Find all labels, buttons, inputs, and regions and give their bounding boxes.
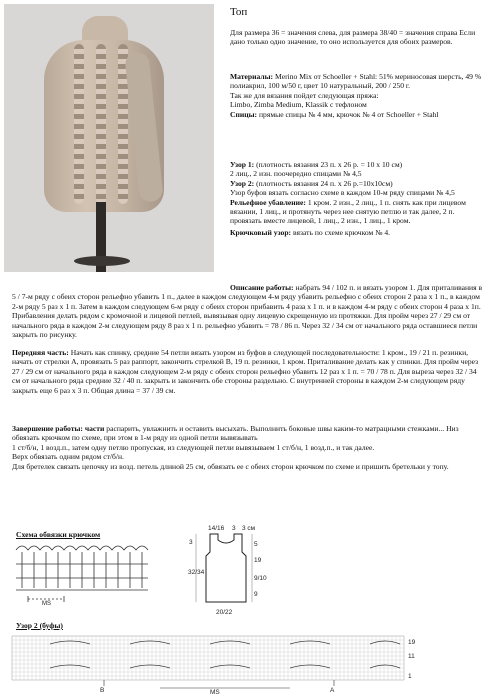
dim-right-b: 9/10 xyxy=(254,575,267,582)
crochet-ms-label: MS xyxy=(42,601,51,606)
cable-stripe xyxy=(74,44,84,204)
pattern1-gauge: (плотность вязания 23 п. х 26 р. = 10 х 10 см) xyxy=(256,160,403,169)
garment-schematic xyxy=(188,522,268,622)
mannequin-base xyxy=(74,256,130,266)
front-text: Начать как спинку, средние 54 петли вязать узором из буфов в следующей последовательности: 1 кром., 19 / 21 п. резинки, начать от стрелки А, провязать 5 раз раппорт, закончить стрелкой В, 19 п. резинки, 1 кром. Приталивание делать как у спинки. Для пройм через 27 / 29 см от начального ряда в каждом следующем 2-м ряду с обеих сторон рельефно убавить 12 раз х 1 п. = 70 / 78 п. Для выреза через 32 / 34 см от начального ряда средние 32 / 40 п. закрыть и закончить обе стороны раздельно. С внутренней стороны в каждом 2-м следующем ряду закрыть еще 6 раз х 3 п. Общая длина = 37 / 39 см. xyxy=(12,348,479,395)
materials-label: Материалы: xyxy=(230,72,274,81)
sweater-photo xyxy=(4,4,214,272)
materials-yarns: Limbo, Zimba Medium, Klassik с тефлоном xyxy=(230,100,367,110)
finish-label-tail: части xyxy=(84,424,105,433)
row-label-19: 19 xyxy=(408,639,416,646)
dim-top-left: 14/16 xyxy=(208,525,225,532)
pattern1-label: Узор 1: xyxy=(230,160,255,169)
dim-side-top: 3 xyxy=(189,539,193,546)
intro-text xyxy=(230,28,486,47)
pattern2-label: Узор 2: xyxy=(230,178,255,188)
work-label: Описание работы: xyxy=(230,283,294,292)
dim-side-mid: 32/34 xyxy=(188,569,205,576)
dim-bottom: 20/22 xyxy=(216,609,233,616)
relief-label: Рельефное убавление: xyxy=(230,197,306,207)
pattern2-gauge: (плотность вязания 24 п. х 26 р.=10х10см) xyxy=(256,178,393,188)
pattern2-chart xyxy=(10,634,486,696)
relief-text: 1 кром. 2 изн., 2 лиц., 1 п. снять как при лицевом вязании, 1 лиц., и протянуть через нее снятую петлю и так далее, 2 п. провязать вместе лицевой, 1 лиц., 2 изн., 1 лиц., 1 кром. xyxy=(230,197,466,226)
row-label-11: 11 xyxy=(408,653,415,660)
needles-label: Спицы: xyxy=(230,109,258,119)
marker-a: A xyxy=(330,687,335,694)
crochet-chart xyxy=(12,540,162,606)
intro-paragraph: Для размера 36 = значения слева, для размера 38/40 = значения справа Если дано только одно значение, то оно используется для обоих размеров. xyxy=(230,28,476,47)
dim-top-right: 3 см xyxy=(242,525,256,532)
crochet-label: Крючковый узор: xyxy=(230,227,292,237)
cable-stripe xyxy=(96,44,106,204)
finish-label: Завершение работы: xyxy=(12,424,83,433)
pattern2-ms-label: MS xyxy=(210,689,220,696)
crochet-chart-label: Схема обвязки крючком xyxy=(16,530,101,539)
crochet-text: вязать по схеме крючком № 4. xyxy=(292,227,391,237)
finish-line2: 1 ст/б/н, 1 возд.п., затем одну петлю пропуская, из следующей петли вывязываем 1 ст/б/н, 1 возд.п., и так далее. xyxy=(12,442,375,452)
needles-text: прямые спицы № 4 мм, крючок № 4 от Schoeller + Stahl xyxy=(258,109,439,119)
dim-right-c: 9 xyxy=(254,591,258,598)
materials-text: Merino Mix от Schoeller + Stahl: 51% мериносовая шерсть, 49 % полиакрил, 100 м/50 г, цвет 10 натуральный, 200 / 250 г. xyxy=(230,72,482,91)
pattern1-desc: 2 лиц., 2 изн. поочередно спицами № 4,5 xyxy=(230,169,362,179)
work-description xyxy=(12,283,486,339)
dim-right-a: 19 xyxy=(254,557,262,564)
dim-top-mid: 3 xyxy=(232,525,236,532)
finish-line3: Верх обвязать одним рядом ст/б/н. xyxy=(12,452,124,462)
dim-right-top: 5 xyxy=(254,541,258,548)
front-label: Передняя часть: xyxy=(12,348,69,357)
finish-text: распарить, увлажнить и оставить высыхать. Выполнить боковые швы каким-то матрацными стежками... Низ обвязать крючком по схеме, при этом в 1-м ряду из одной петли вывязывать xyxy=(12,424,459,443)
pattern2-chart-label: Узор 2 (буфы) xyxy=(16,621,63,630)
work-text: набрать 94 / 102 п. и вязать узором 1. Для приталивания в 5 / 7-м ряду с обеих сторон рельефно убавить 1 п., далее в каждом следующем 4-м ряду убавить рельефно с обеих сторон 2 раза х 1 п., в каждом 2-м ряду 5 раз х 1 п. Затем в каждом следующем 6-м ряду с обеих сторон прибавить 4 раза х 1 п. и в каждом 4-м ряду с обеих сторон 4 раза х 1п. Прибавления делать рядом с кромочной и лицевой петлей, вывязывая одну лицевую скрещенную из протяжки. Для пройм через 27 / 29 см от начального ряда в каждом 2-м следующем ряду 8 раз х 1 п. рельефно убавить = 78 / 86 п. Через 32 / 34 см от начального ряда оставшиеся петли закрыть по рисунку. xyxy=(12,283,483,340)
materials-also: Так же для вязания пойдет следующая пряжа: xyxy=(230,90,379,100)
patterns-block xyxy=(230,160,486,237)
finish-description xyxy=(12,424,486,471)
marker-b: B xyxy=(100,687,105,694)
page-title: Топ xyxy=(230,6,248,18)
pattern2-desc: Узор буфов вязать согласно схеме в каждом 10-м ряду спицами № 4,5 xyxy=(230,188,455,198)
row-label-1: 1 xyxy=(408,673,412,680)
front-description xyxy=(12,348,486,395)
materials-block xyxy=(230,72,486,119)
finish-line4: Для бретелек связать цепочку из возд. петель длиной 25 см, обвязать ее с обеих сторон крючком по схеме и пришить бретельки у топу. xyxy=(12,461,449,471)
